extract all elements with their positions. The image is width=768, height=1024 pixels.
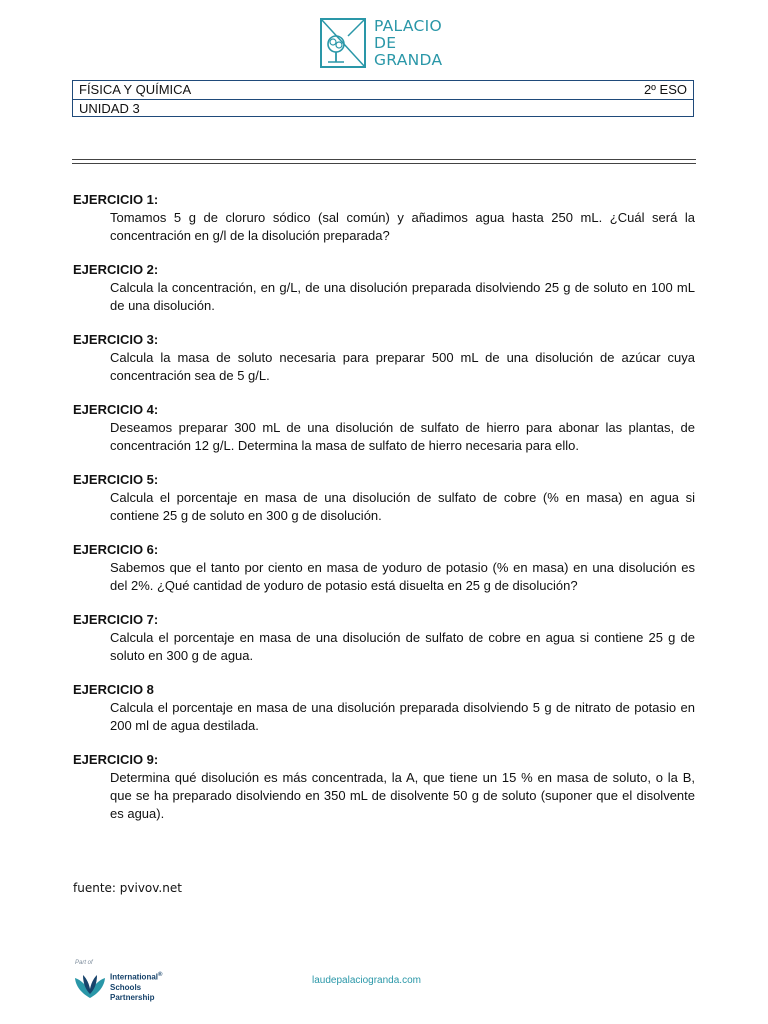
exercise-title: EJERCICIO 2: — [73, 262, 159, 277]
exercise-2 — [73, 261, 695, 315]
exercise-text: Calcula el porcentaje en masa de una disolución de sulfato de cobre (% en masa) en agua si contiene 25 g de soluto en 300 g de disolución. — [110, 490, 695, 523]
divider-line — [72, 159, 696, 160]
exercise-title: EJERCICIO 9: — [73, 752, 159, 767]
exercise-title: EJERCICIO 3: — [73, 332, 159, 347]
exercise-text: Sabemos que el tanto por ciento en masa de yoduro de potasio (% en masa) en una disolución es del 2%. ¿Qué cantidad de yoduro de potasio está disuelta en 25 g de disolución? — [110, 560, 695, 593]
school-name — [374, 18, 442, 69]
unit-label: UNIDAD 3 — [79, 101, 140, 116]
leaf-wings-icon — [73, 972, 107, 1000]
exercise-text: Calcula la masa de soluto necesaria para preparar 500 mL de una disolución de azúcar cuya concentración sea de 5 g/L. — [110, 350, 695, 383]
exercise-title: EJERCICIO 7: — [73, 612, 159, 627]
exercise-text: Determina qué disolución es más concentrada, la A, que tiene un 15 % en masa de soluto, o la B, que se ha preparado disolviendo en 350 mL de disolvente 50 g de soluto (suponer que el disolvente es agua). — [110, 770, 695, 821]
partner-name-text: International — [110, 972, 159, 982]
exercise-5 — [73, 471, 695, 525]
tree-emblem-icon — [320, 18, 366, 68]
school-name-line: PALACIO — [374, 17, 442, 35]
divider-line — [72, 163, 696, 164]
exercise-title: EJERCICIO 1: — [73, 192, 159, 207]
exercise-text: Calcula el porcentaje en masa de una disolución de sulfato de cobre en agua si contiene 25 g de soluto en 300 g de agua. — [110, 630, 695, 663]
exercise-8 — [73, 681, 695, 735]
partner-name-line: Partnership — [110, 992, 155, 1002]
exercise-7 — [73, 611, 695, 665]
partner-name-line — [110, 970, 162, 983]
exercise-1 — [73, 191, 695, 245]
registered-mark: ® — [158, 972, 163, 978]
part-of-label: Part of — [75, 960, 93, 966]
exercise-6 — [73, 541, 695, 595]
exercise-title: EJERCICIO 5: — [73, 472, 159, 487]
school-name-line: GRANDA — [374, 51, 443, 69]
exercise-text: Deseamos preparar 300 mL de una disolución de sulfato de hierro para abonar las plantas, de concentración 12 g/L. Determina la masa de sulfato de hierro necesaria para ello. — [110, 420, 695, 453]
exercise-4 — [73, 401, 695, 455]
school-logo — [320, 18, 460, 72]
school-name-line: DE — [374, 34, 397, 52]
exercise-title: EJERCICIO 6: — [73, 542, 159, 557]
exercise-3 — [73, 331, 695, 385]
exercise-title: EJERCICIO 4: — [73, 402, 159, 417]
exercise-text: Calcula el porcentaje en masa de una disolución preparada disolviendo 5 g de nitrato de potasio en 200 ml de agua destilada. — [110, 700, 695, 733]
course-label: 2º ESO — [643, 82, 687, 97]
exercise-list — [73, 191, 695, 839]
website-link[interactable]: laudepalaciogranda.com — [312, 975, 421, 986]
exercise-title: EJERCICIO 8 — [73, 682, 154, 697]
partner-name-line: Schools — [110, 982, 142, 992]
partner-name — [110, 970, 162, 1003]
exercise-text: Tomamos 5 g de cloruro sódico (sal común) y añadimos agua hasta 250 mL. ¿Cuál será la concentración en g/l de la disolución preparada? — [110, 210, 695, 243]
exercise-text: Calcula la concentración, en g/L, de una disolución preparada disolviendo 25 g de soluto en 100 mL de una disolución. — [110, 280, 695, 313]
header-row-unit — [73, 99, 693, 117]
exercise-9 — [73, 751, 695, 823]
subject-label: FÍSICA Y QUÍMICA — [79, 82, 192, 97]
partner-logo — [73, 960, 193, 1010]
source-note: fuente: pvivov.net — [73, 881, 182, 895]
header-table — [72, 80, 694, 117]
header-row-subject — [73, 81, 693, 99]
